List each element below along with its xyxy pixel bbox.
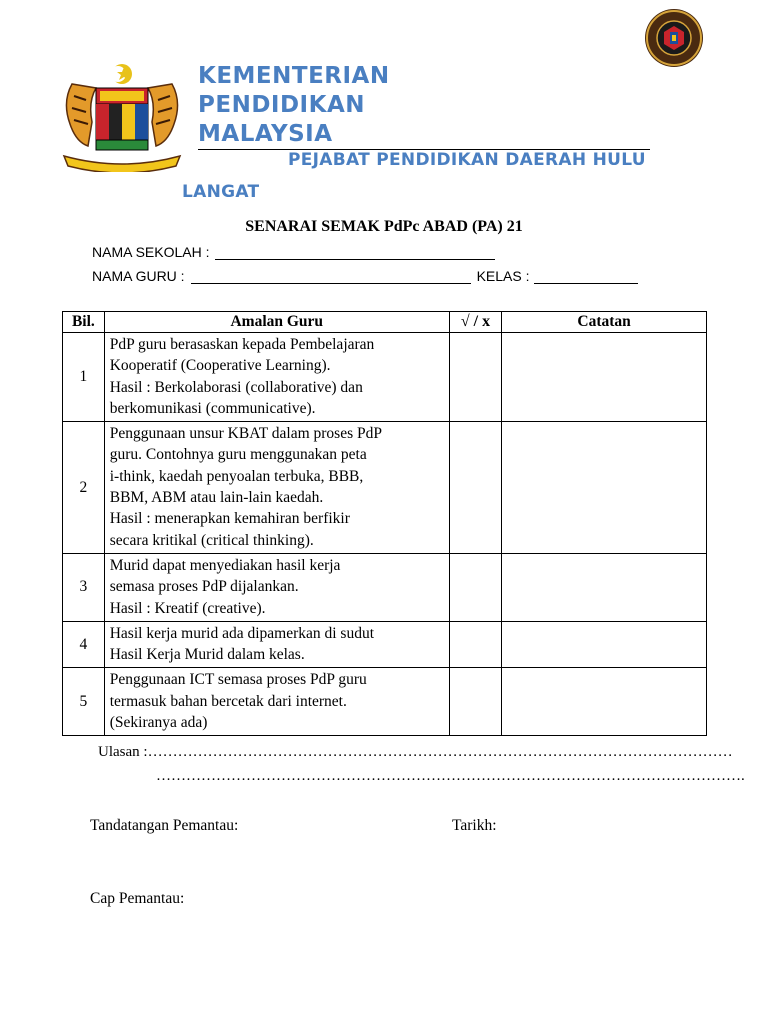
practice-text: secara kritikal (critical thinking). — [109, 531, 314, 549]
practice-text: PdP guru berasaskan kepada Pembelajaran — [109, 336, 375, 353]
class-label: KELAS : — [476, 268, 530, 284]
table-row — [63, 333, 707, 422]
ministry-line-2: PENDIDIKAN — [198, 92, 365, 118]
office-name-line-1: PEJABAT PENDIDIKAN DAERAH HULU — [288, 150, 646, 170]
note-cell[interactable] — [502, 621, 707, 668]
note-cell[interactable] — [502, 333, 707, 422]
table-row — [63, 621, 707, 668]
header-bil: Bil. — [63, 312, 105, 333]
signature-label: Tandatangan Pemantau: — [90, 817, 239, 834]
table-row — [63, 422, 707, 554]
practice-text: Penggunaan unsur KBAT dalam proses PdP — [109, 425, 382, 443]
class-input-line[interactable] — [534, 269, 638, 284]
practice-text: berkomunikasi (communicative). — [109, 399, 316, 417]
comments-line-2[interactable]: ………………………………………………………………………………………………………. — [156, 768, 745, 784]
row-number: 3 — [63, 553, 105, 621]
tick-cell[interactable] — [449, 553, 501, 621]
school-badge-icon — [644, 8, 704, 68]
practice-cell — [104, 621, 449, 668]
checklist-table — [62, 311, 707, 736]
practice-text: Murid dapat menyediakan hasil kerja — [109, 556, 341, 574]
header-tick: √ / x — [449, 312, 501, 333]
note-cell[interactable] — [502, 668, 707, 736]
ministry-line-1: KEMENTERIAN — [198, 63, 390, 89]
office-name-line-2: LANGAT — [182, 182, 260, 202]
ministry-name — [198, 62, 390, 149]
practice-text: Hasil Kerja Murid dalam kelas. — [109, 646, 305, 664]
stamp-label: Cap Pemantau: — [90, 890, 185, 907]
practice-text: semasa proses PdP dijalankan. — [109, 578, 299, 596]
school-name-input-line[interactable] — [215, 245, 495, 260]
practice-text: Hasil : menerapkan kemahiran berfikir — [109, 510, 350, 528]
practice-text: BBM, ABM atau lain-lain kaedah. — [109, 489, 324, 507]
row-number: 5 — [63, 668, 105, 736]
practice-text: Hasil : Kreatif (creative). — [109, 599, 266, 617]
tick-cell[interactable] — [449, 422, 501, 554]
note-cell[interactable] — [502, 422, 707, 554]
ministry-line-3: MALAYSIA — [198, 121, 333, 147]
practice-text: Penggunaan ICT semasa proses PdP guru — [109, 671, 367, 689]
table-row — [63, 668, 707, 736]
school-name-label: NAMA SEKOLAH : — [92, 244, 210, 260]
school-name-field — [92, 244, 495, 260]
practice-text: (Sekiranya ada) — [109, 714, 208, 732]
malaysia-coat-of-arms-icon — [58, 62, 186, 172]
tick-cell[interactable] — [449, 668, 501, 736]
row-number: 1 — [63, 333, 105, 422]
practice-text: guru. Contohnya guru menggunakan peta — [109, 446, 367, 464]
practice-text: Hasil kerja murid ada dipamerkan di sudut — [109, 624, 375, 642]
practice-text: Kooperatif (Cooperative Learning). — [109, 357, 331, 375]
teacher-name-input-line[interactable] — [191, 269, 471, 284]
note-cell[interactable] — [502, 553, 707, 621]
teacher-name-label: NAMA GURU : — [92, 268, 185, 284]
document-title: SENARAI SEMAK PdPc ABAD (PA) 21 — [245, 218, 523, 235]
practice-text: i-think, kaedah penyoalan terbuka, BBB, — [109, 467, 364, 485]
practice-cell — [104, 553, 449, 621]
practice-text: Hasil : Berkolaborasi (collaborative) dan — [109, 378, 363, 396]
comments-line-1[interactable]: Ulasan :……………………………………………………………………………………………………… — [98, 744, 733, 760]
row-number: 4 — [63, 621, 105, 668]
tick-cell[interactable] — [449, 621, 501, 668]
table-row — [63, 553, 707, 621]
practice-cell — [104, 333, 449, 422]
practice-cell — [104, 422, 449, 554]
date-label: Tarikh: — [452, 817, 497, 834]
row-number: 2 — [63, 422, 105, 554]
tick-cell[interactable] — [449, 333, 501, 422]
table-header-row — [63, 312, 707, 333]
practice-text: termasuk bahan bercetak dari internet. — [109, 692, 347, 710]
header-catatan: Catatan — [502, 312, 707, 333]
header-amalan: Amalan Guru — [104, 312, 449, 333]
teacher-name-field — [92, 268, 638, 284]
practice-cell — [104, 668, 449, 736]
